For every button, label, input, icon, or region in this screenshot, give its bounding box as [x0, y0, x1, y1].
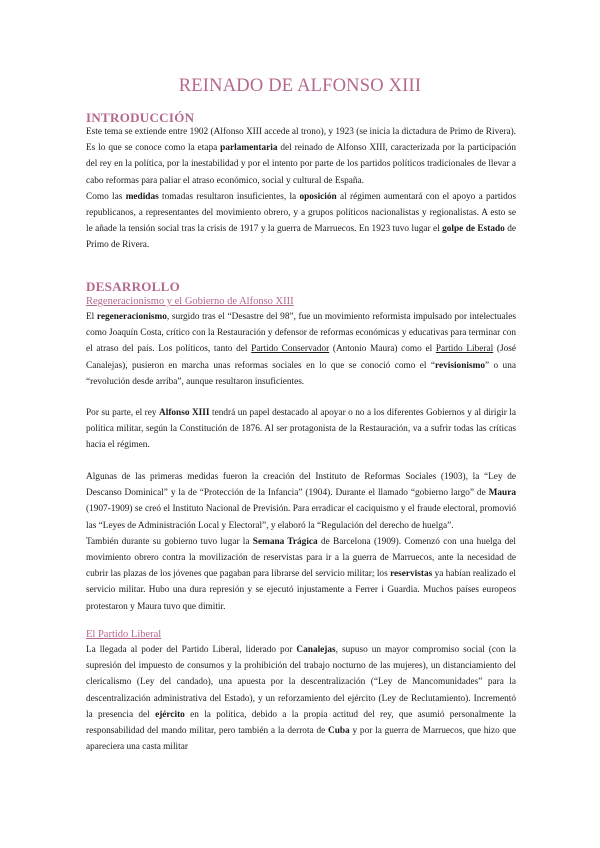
section-heading-introduccion: INTRODUCCIÓN — [86, 110, 195, 125]
subheading-regeneracionismo: Regeneracionismo y el Gobierno de Alfonso XIII — [86, 296, 294, 307]
paragraph-medidas: Algunas de las primeras medidas fueron la creación del Instituto de Reformas Sociales (1903), la “Ley de Descanso Dominical” y la de “Protección de la Infancia” (1904). Durante el llamado “gobierno largo” de Maura (1907-1909) se creó el Instituto Nacional de Previsión. Para erradicar el caciquismo y el fraude electoral, promovió las “Leyes de Administración Local y Electoral”, y elaboró la “Regulación del derecho de huelga”. — [86, 472, 516, 531]
document-title: REINADO DE ALFONSO XIII — [178, 76, 422, 96]
intro-text — [86, 124, 516, 254]
partido-liberal-text — [86, 642, 516, 755]
paragraph-partido-liberal: La llegada al poder del Partido Liberal, liderado por Canalejas, supuso un mayor compromiso social (con la supresión del impuesto de consumos y la prohibición del trabajo nocturno de las mujeres), un distanciamiento del clericalismo (Ley del candado), una apuesta por la descentralización (“Ley de Mancomunidades” para la descentralización administrativa del Estado), y un reforzamiento del ejército (Ley de Reclutamiento). Incrementó la presencia del ejército en la política, debido a la propia actitud del rey, que asumió personalmente la responsabilidad del mando militar, pero también a la derrota de Cuba y por la guerra de Marruecos, que hizo que apareciera una casta militar — [86, 645, 516, 753]
medidas-text — [86, 469, 516, 615]
paragraph-intro-1: Este tema se extiende entre 1902 (Alfonso XIII accede al trono), y 1923 (se inicia la dictadura de Primo de Rivera). Es lo que se conoce como la etapa parlamentaria del reinado de Alfonso XIII, caracterizada por la participación del rey en la política, por la inestabilidad y por el intento por parte de los partidos políticos tradicionales de llevar a cabo reformas para paliar el atraso económico, social y cultural de España. — [86, 127, 516, 186]
regeneracionismo-text — [86, 309, 516, 390]
paragraph-alfonso: Por su parte, el rey Alfonso XIII tendrá un papel destacado al apoyar o no a los diferentes Gobiernos y al dirigir la política militar, según la Constitución de 1876. Al ser protagonista de la Restauración, va a sufrir todas las críticas hacia el régimen. — [86, 408, 516, 451]
paragraph-intro-2: Como las medidas tomadas resultaron insuficientes, la oposición al régimen aumentará con el apoyo a partidos republicanos, a representantes del movimiento obrero, y a grupos políticos nacionalistas y regionalistas. A esto se le añade la tensión social tras la crisis de 1917 y la guerra de Marruecos. En 1923 tuvo lugar el golpe de Estado de Primo de Rivera. — [86, 191, 516, 251]
subheading-partido-liberal: El Partido Liberal — [86, 629, 162, 640]
paragraph-semana-tragica: También durante su gobierno tuvo lugar la Semana Trágica de Barcelona (1909). Comenzó con una huelga del movimiento obrero contra la movilización de reservistas para ir a la guerra de Marruecos, ante la necesidad de cubrir las plazas de los jóvenes que pagaban para librarse del servicio militar; los reservistas ya habían realizado el servicio militar. Hubo una dura represión y se ejecutó injustamente a Ferrer i Guardia. Muchos países europeos protestaron y Maura tuvo que dimitir. — [86, 536, 516, 612]
paragraph-regeneracionismo: El regeneracionismo, surgido tras el “Desastre del 98”, fue un movimiento reformista impulsado por intelectuales como Joaquín Costa, crítico con la Restauración y defensor de reformas económicas y educativas para terminar con el atraso del país. Los políticos, tanto del Partido Conservador (Antonio Maura) como el Partido Liberal (José Canalejas), pusieron en marcha unas reformas sociales en lo que se conoció como el “revisionismo” o una “revolución desde arriba”, aunque resultaron insuficientes. — [86, 312, 516, 387]
section-heading-desarrollo: DESARROLLO — [86, 279, 181, 294]
alfonso-text — [86, 405, 516, 454]
